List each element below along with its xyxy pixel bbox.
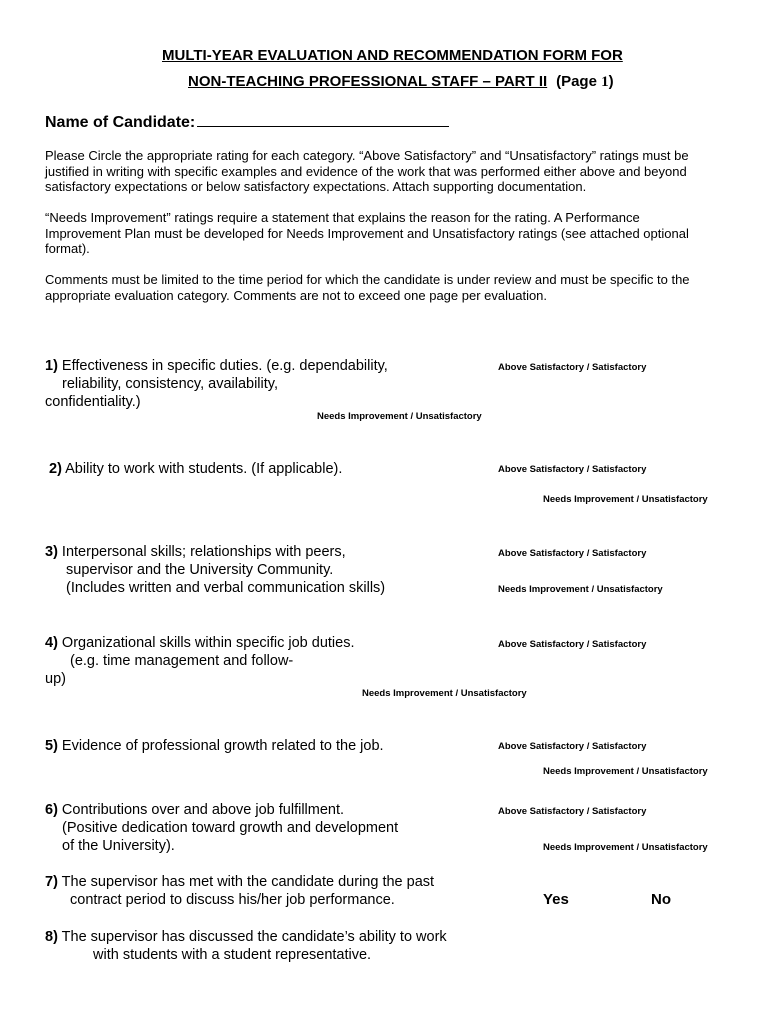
candidate-name-row: [45, 112, 449, 132]
item-2-rating-upper[interactable]: Above Satisfactory / Satisfactory: [498, 464, 647, 475]
item-text: Ability to work with students. (If applicable).: [61, 461, 343, 477]
instruction-line: justified in writing with specific examples and evidence of the work that was performed either above and beyond: [45, 163, 687, 179]
instruction-line: “Needs Improvement” ratings require a statement that explains the reason for the rating. A Performance: [45, 210, 640, 225]
candidate-name-field[interactable]: [197, 112, 449, 127]
item-number: 3): [45, 544, 58, 560]
item-4-rating-lower[interactable]: Needs Improvement / Unsatisfactory: [362, 688, 527, 699]
item-4-rating-upper[interactable]: Above Satisfactory / Satisfactory: [498, 639, 647, 650]
item-1-line1: [45, 357, 388, 375]
item-5-line1: [45, 737, 384, 755]
item-8-line1: [45, 928, 447, 946]
item-6-line2: (Positive dedication toward growth and development: [62, 820, 399, 836]
item-6-rating-upper[interactable]: Above Satisfactory / Satisfactory: [498, 806, 647, 817]
item-3-line3: (Includes written and verbal communication skills): [66, 580, 386, 596]
item-1-line3: confidentiality.): [45, 394, 141, 410]
item-number: 7): [45, 874, 58, 890]
instruction-line: Please Circle the appropriate rating for each category. “Above Satisfactory” and “Unsatisfactory” ratings must be: [45, 148, 689, 163]
item-number: 5): [45, 738, 58, 754]
item-4-line3: up): [45, 671, 66, 687]
form-title-line2-row: [188, 73, 614, 91]
form-title-line2: NON-TEACHING PROFESSIONAL STAFF – PART II: [188, 73, 548, 90]
item-7-line2: contract period to discuss his/her job performance.: [70, 892, 395, 908]
item-text: The supervisor has discussed the candidate’s ability to work: [57, 929, 447, 945]
instruction-line: appropriate evaluation category. Comments are not to exceed one page per evaluation.: [45, 287, 548, 303]
instruction-line: satisfactory expectations or below satisfactory expectations. Attach supporting documentation.: [45, 179, 587, 195]
instruction-line: Comments must be limited to the time period for which the candidate is under review and must be specific to the: [45, 272, 690, 287]
item-text: The supervisor has met with the candidate during the past: [57, 874, 435, 890]
item-4-line1: [45, 634, 354, 652]
page-number: 1: [601, 74, 609, 90]
item-text: Interpersonal skills; relationships with peers,: [57, 544, 346, 560]
instructions-paragraph-3: [45, 272, 740, 303]
item-4-line2: (e.g. time management and follow-: [70, 653, 294, 669]
item-1-rating-lower[interactable]: Needs Improvement / Unsatisfactory: [317, 411, 482, 422]
item-7-line1: [45, 873, 434, 891]
item-text: Organizational skills within specific job duties.: [57, 635, 355, 651]
item-number: 6): [45, 802, 58, 818]
item-text: Effectiveness in specific duties. (e.g. dependability,: [57, 358, 388, 374]
instructions-paragraph-1: [45, 148, 740, 195]
item-number: 8): [45, 929, 58, 945]
item-6-rating-lower[interactable]: Needs Improvement / Unsatisfactory: [543, 842, 708, 853]
item-5-rating-upper[interactable]: Above Satisfactory / Satisfactory: [498, 741, 647, 752]
instruction-line: Improvement Plan must be developed for Needs Improvement and Unsatisfactory ratings (see attached optional: [45, 225, 689, 241]
item-text: Contributions over and above job fulfillment.: [57, 802, 345, 818]
candidate-name-label: Name of Candidate:: [45, 114, 196, 131]
page-label-close: ): [608, 73, 614, 90]
item-number: 4): [45, 635, 58, 651]
item-3-line1: [45, 543, 346, 561]
item-8-line2: with students with a student representative.: [93, 947, 372, 963]
item-3-line2: supervisor and the University Community.: [66, 562, 334, 578]
item-3-rating-upper[interactable]: Above Satisfactory / Satisfactory: [498, 548, 647, 559]
item-number: 1): [45, 358, 58, 374]
item-number: 2): [49, 461, 62, 477]
item-1-line2: reliability, consistency, availability,: [62, 376, 278, 392]
item-text: Evidence of professional growth related to the job.: [57, 738, 384, 754]
form-title-line1: MULTI-YEAR EVALUATION AND RECOMMENDATION FORM FOR: [162, 47, 623, 64]
item-3-rating-lower[interactable]: Needs Improvement / Unsatisfactory: [498, 584, 663, 595]
item-6-line3: of the University).: [62, 838, 175, 854]
item-2-rating-lower[interactable]: Needs Improvement / Unsatisfactory: [543, 494, 708, 505]
item-6-line1: [45, 801, 344, 819]
item-2-line1: [49, 460, 342, 478]
item-7-yes-option[interactable]: Yes: [543, 891, 569, 908]
item-1-rating-upper[interactable]: Above Satisfactory / Satisfactory: [498, 362, 647, 373]
instruction-line: format).: [45, 241, 90, 257]
instructions-paragraph-2: [45, 210, 740, 257]
page-label: (Page: [556, 73, 602, 90]
item-5-rating-lower[interactable]: Needs Improvement / Unsatisfactory: [543, 766, 708, 777]
item-7-no-option[interactable]: No: [651, 891, 671, 908]
